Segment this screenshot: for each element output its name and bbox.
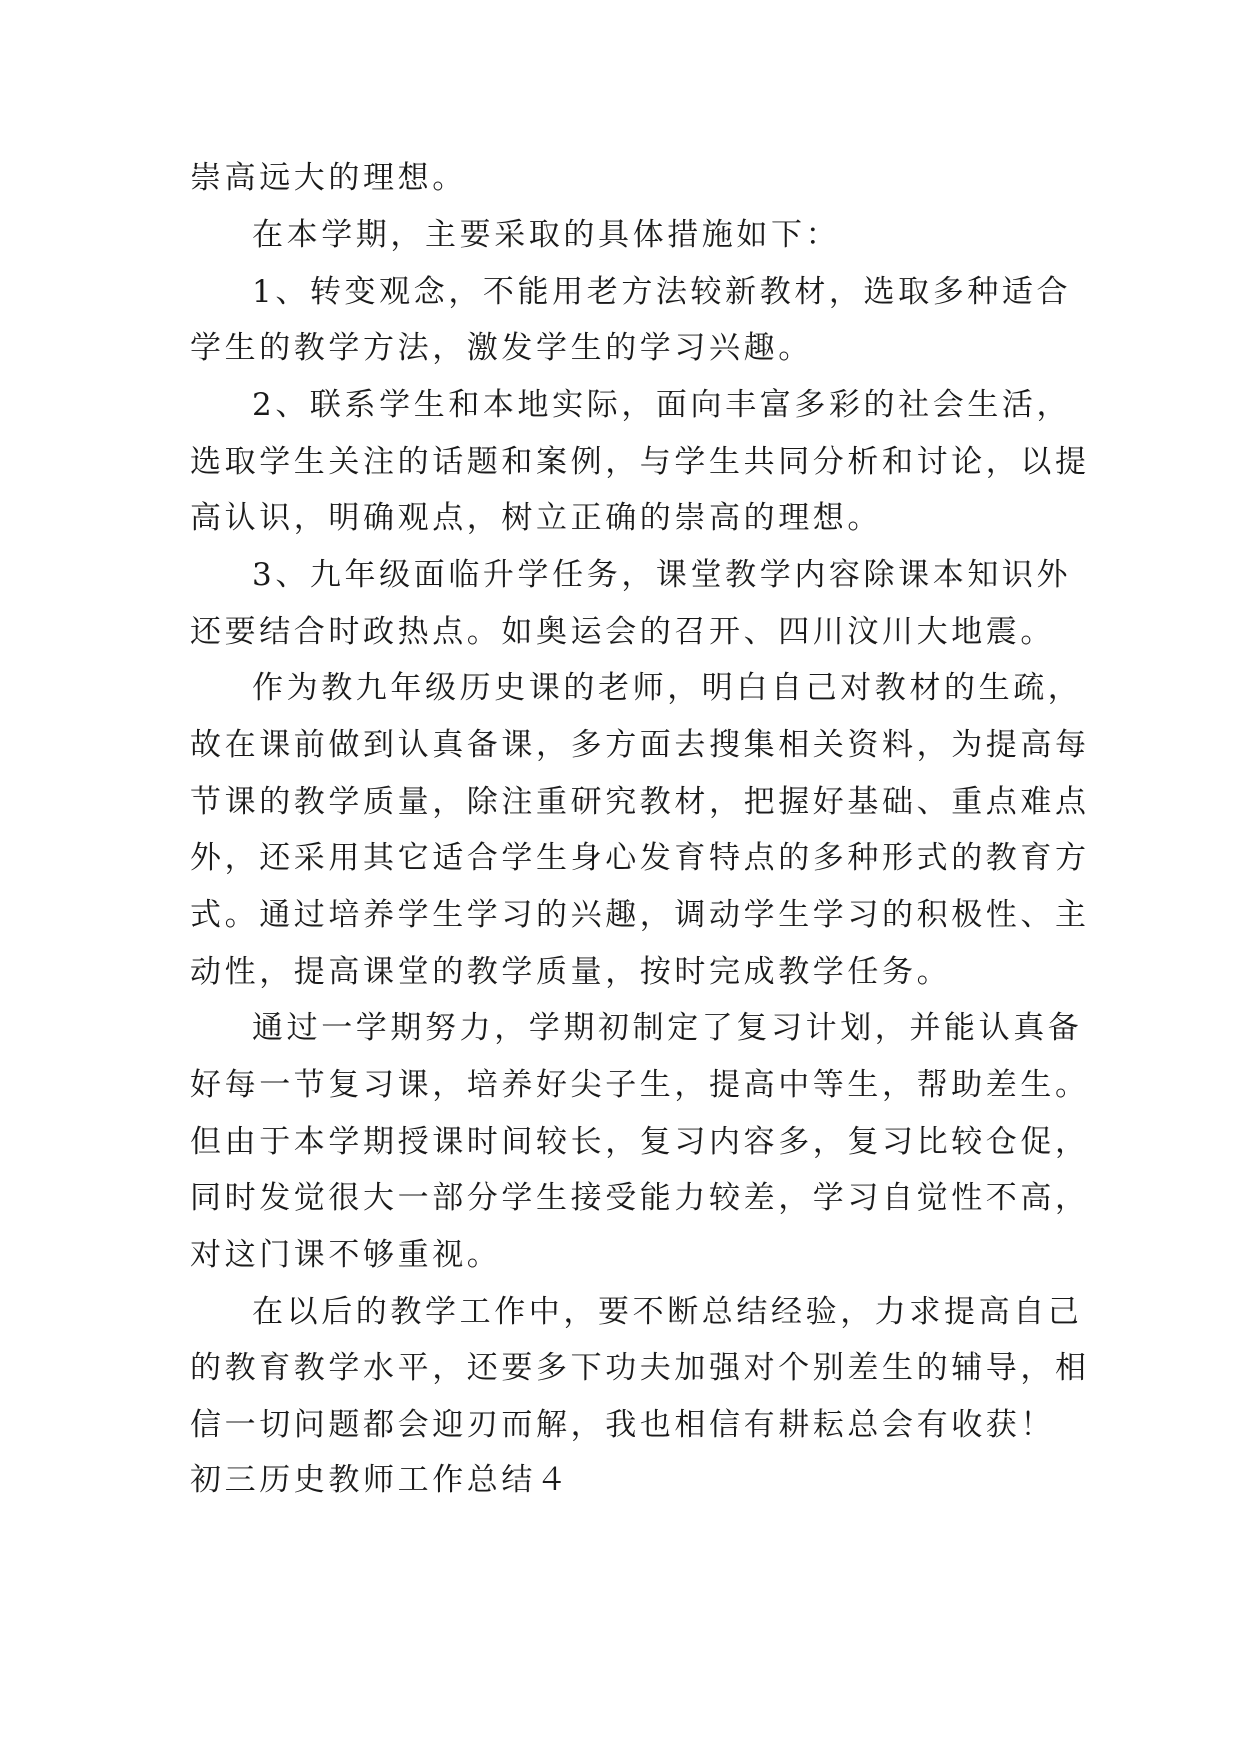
text-line: 在以后的教学工作中，要不断总结经验，力求提高自己 — [252, 1294, 1083, 1330]
text-line: 的教育教学水平，还要多下功夫加强对个别差生的辅导，相 — [190, 1350, 1090, 1386]
text-line: 同时发觉很大一部分学生接受能力较差，学习自觉性不高， — [190, 1180, 1090, 1216]
text-line: 好每一节复习课，培养好尖子生，提高中等生，帮助差生。 — [190, 1067, 1090, 1103]
text-line: 动性，提高课堂的教学质量，按时完成教学任务。 — [190, 954, 952, 990]
text-line: 还要结合时政热点。如奥运会的召开、四川汶川大地震。 — [190, 614, 1055, 650]
text-line: 节课的教学质量，除注重研究教材，把握好基础、重点难点 — [190, 784, 1090, 820]
text-line: 高认识，明确观点，树立正确的崇高的理想。 — [190, 500, 882, 536]
text-line: 3、九年级面临升学任务，课堂教学内容除课本知识外 — [252, 557, 1072, 593]
text-line: 学生的教学方法，激发学生的学习兴趣。 — [190, 330, 813, 366]
text-line: 选取学生关注的话题和案例，与学生共同分析和讨论，以提 — [190, 444, 1090, 480]
text-line: 2、联系学生和本地实际，面向丰富多彩的社会生活， — [252, 387, 1072, 423]
text-line: 在本学期，主要采取的具体措施如下： — [252, 217, 841, 253]
text-line: 信一切问题都会迎刃而解，我也相信有耕耘总会有收获！ — [190, 1407, 1055, 1443]
text-line: 1、转变观念，不能用老方法较新教材，选取多种适合 — [252, 274, 1072, 310]
text-line: 但由于本学期授课时间较长，复习内容多，复习比较仓促， — [190, 1124, 1090, 1160]
text-line: 外，还采用其它适合学生身心发育特点的多种形式的教育方 — [190, 840, 1090, 876]
text-line: 故在课前做到认真备课，多方面去搜集相关资料，为提高每 — [190, 727, 1090, 763]
text-line: 式。通过培养学生学习的兴趣，调动学生学习的积极性、主 — [190, 897, 1090, 933]
section-heading: 初三历史教师工作总结４ — [190, 1462, 571, 1498]
text-line: 崇高远大的理想。 — [190, 160, 467, 196]
text-line: 对这门课不够重视。 — [190, 1237, 502, 1273]
text-line: 作为教九年级历史课的老师，明白自己对教材的生疏， — [252, 670, 1083, 706]
text-line: 通过一学期努力，学期初制定了复习计划，并能认真备 — [252, 1010, 1083, 1046]
